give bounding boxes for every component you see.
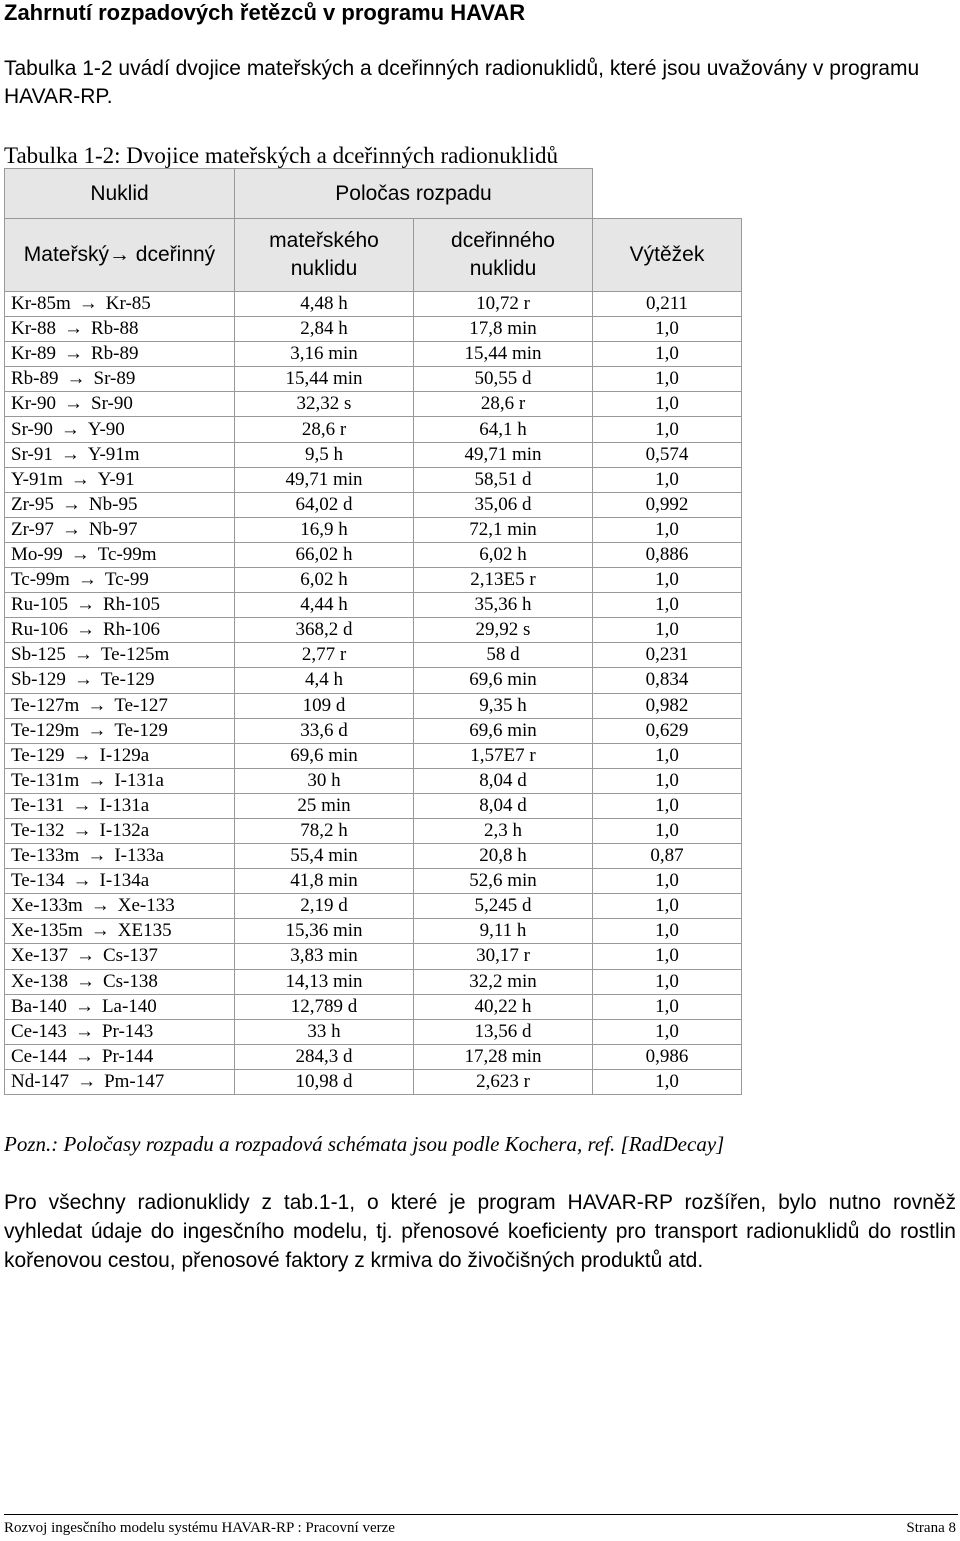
cell-yield: 1,0 xyxy=(593,618,742,643)
daughter-nuclide: Te-129 xyxy=(100,669,155,691)
cell-parent-half-life: 28,6 r xyxy=(235,417,414,442)
decay-arrow-icon: → xyxy=(60,443,80,465)
decay-arrow-icon: → xyxy=(87,719,107,741)
cell-nuclide-pair xyxy=(5,517,235,542)
cell-nuclide-pair xyxy=(5,342,235,367)
cell-yield: 0,992 xyxy=(593,492,742,517)
daughter-nuclide: I-134a xyxy=(99,870,150,892)
cell-nuclide-pair xyxy=(5,292,235,317)
cell-yield: 1,0 xyxy=(593,467,742,492)
daughter-nuclide: Cs-137 xyxy=(102,945,158,967)
parent-nuclide: Kr-88 xyxy=(11,318,56,340)
footer-rule xyxy=(4,1514,958,1515)
cell-yield: 1,0 xyxy=(593,944,742,969)
daughter-nuclide: Te-129 xyxy=(114,719,168,741)
cell-yield: 1,0 xyxy=(593,367,742,392)
daughter-nuclide: I-131a xyxy=(99,794,150,816)
cell-parent-half-life: 33,6 d xyxy=(235,718,414,743)
header-vytezek: Výtěžek xyxy=(593,219,742,292)
decay-arrow-icon: → xyxy=(72,794,92,816)
table-row xyxy=(5,417,742,442)
daughter-nuclide: Xe-133 xyxy=(117,895,175,917)
footer-page-number: Strana 8 xyxy=(906,1520,956,1536)
parent-nuclide: Xe-137 xyxy=(11,945,68,967)
daughter-nuclide: Sr-89 xyxy=(93,368,136,390)
cell-yield: 1,0 xyxy=(593,593,742,618)
cell-daughter-half-life: 17,28 min xyxy=(414,1044,593,1069)
daughter-nuclide: Tc-99 xyxy=(104,569,149,591)
cell-nuclide-pair xyxy=(5,618,235,643)
cell-yield: 0,886 xyxy=(593,542,742,567)
decay-arrow-icon: → xyxy=(76,594,95,616)
parent-nuclide: Ba-140 xyxy=(11,995,67,1017)
parent-nuclide: Sb-125 xyxy=(11,644,66,666)
cell-nuclide-pair xyxy=(5,542,235,567)
table-row xyxy=(5,793,742,818)
header-dcerinneho: dceřinného nuklidu xyxy=(414,219,593,292)
table-row xyxy=(5,818,742,843)
table-row xyxy=(5,1069,742,1094)
parent-nuclide: Kr-90 xyxy=(11,393,56,415)
cell-nuclide-pair xyxy=(5,768,235,793)
parent-nuclide: Te-131 xyxy=(11,794,65,816)
cell-daughter-half-life: 49,71 min xyxy=(414,442,593,467)
decay-arrow-icon: → xyxy=(77,569,97,591)
daughter-nuclide: Te-125m xyxy=(100,644,170,666)
cell-daughter-half-life: 5,245 d xyxy=(414,894,593,919)
cell-parent-half-life: 64,02 d xyxy=(235,492,414,517)
cell-nuclide-pair xyxy=(5,593,235,618)
cell-daughter-half-life: 69,6 min xyxy=(414,718,593,743)
decay-arrow-icon: → xyxy=(73,644,93,666)
cell-yield: 1,0 xyxy=(593,1019,742,1044)
table-row xyxy=(5,693,742,718)
decay-arrow-icon: → xyxy=(70,468,90,490)
parent-nuclide: Zr-97 xyxy=(11,518,54,540)
daughter-nuclide: Sr-90 xyxy=(91,393,133,415)
parent-nuclide: Xe-138 xyxy=(11,970,68,992)
header-polocas: Poločas rozpadu xyxy=(235,169,593,219)
cell-parent-half-life: 14,13 min xyxy=(235,969,414,994)
decay-arrow-icon: → xyxy=(74,995,94,1017)
cell-daughter-half-life: 64,1 h xyxy=(414,417,593,442)
table-row xyxy=(5,517,742,542)
table-row xyxy=(5,844,742,869)
cell-parent-half-life: 49,71 min xyxy=(235,467,414,492)
decay-arrow-icon: → xyxy=(72,870,92,892)
decay-arrow-icon: → xyxy=(61,493,81,515)
cell-nuclide-pair xyxy=(5,467,235,492)
cell-yield: 1,0 xyxy=(593,793,742,818)
cell-parent-half-life: 16,9 h xyxy=(235,517,414,542)
daughter-nuclide: Nb-97 xyxy=(88,518,138,540)
daughter-nuclide: Y-91 xyxy=(97,468,135,490)
cell-parent-half-life: 2,84 h xyxy=(235,317,414,342)
daughter-nuclide: Y-91m xyxy=(87,443,140,465)
cell-daughter-half-life: 8,04 d xyxy=(414,793,593,818)
decay-arrow-icon: → xyxy=(64,393,83,415)
cell-daughter-half-life: 6,02 h xyxy=(414,542,593,567)
daughter-nuclide: Rb-88 xyxy=(91,318,139,340)
cell-parent-half-life: 3,83 min xyxy=(235,944,414,969)
cell-parent-half-life: 41,8 min xyxy=(235,869,414,894)
decay-arrow-icon: → xyxy=(61,518,81,540)
decay-arrow-icon: → xyxy=(77,1070,97,1092)
cell-yield: 1,0 xyxy=(593,919,742,944)
decay-arrow-icon: → xyxy=(73,669,93,691)
daughter-nuclide: Tc-99m xyxy=(97,543,157,565)
cell-parent-half-life: 12,789 d xyxy=(235,994,414,1019)
cell-parent-half-life: 6,02 h xyxy=(235,568,414,593)
table-row xyxy=(5,442,742,467)
cell-daughter-half-life: 69,6 min xyxy=(414,668,593,693)
cell-parent-half-life: 66,02 h xyxy=(235,542,414,567)
decay-arrow-icon: → xyxy=(72,820,92,842)
cell-yield: 0,211 xyxy=(593,292,742,317)
decay-pairs-table xyxy=(4,168,742,1095)
cell-parent-half-life: 25 min xyxy=(235,793,414,818)
cell-yield: 1,0 xyxy=(593,392,742,417)
parent-nuclide: Kr-85m xyxy=(11,293,71,315)
table-row xyxy=(5,317,742,342)
cell-daughter-half-life: 40,22 h xyxy=(414,994,593,1019)
daughter-nuclide: I-132a xyxy=(99,820,150,842)
parent-nuclide: Ru-105 xyxy=(11,594,68,616)
cell-yield: 1,0 xyxy=(593,994,742,1019)
cell-nuclide-pair xyxy=(5,693,235,718)
table-row xyxy=(5,718,742,743)
body-paragraph: Pro všechny radionuklidy z tab.1-1, o které je program HAVAR-RP rozšířen, bylo nutno rovněž vyhledat údaje do ingesčního modelu, tj. přenosové koeficienty pro transport radionuklidů do rostlin kořenovou cestou, přenosové faktory z krmiva do živočišných produktů atd. xyxy=(4,1191,956,1272)
cell-daughter-half-life: 28,6 r xyxy=(414,392,593,417)
decay-arrow-icon: → xyxy=(60,418,80,440)
cell-yield: 1,0 xyxy=(593,743,742,768)
decay-arrow-icon: → xyxy=(87,694,107,716)
cell-yield: 0,834 xyxy=(593,668,742,693)
table-row xyxy=(5,994,742,1019)
decay-arrow-icon: → xyxy=(87,769,107,791)
parent-nuclide: Te-131m xyxy=(11,769,80,791)
cell-nuclide-pair xyxy=(5,919,235,944)
cell-nuclide-pair xyxy=(5,643,235,668)
cell-parent-half-life: 15,36 min xyxy=(235,919,414,944)
cell-yield: 1,0 xyxy=(593,969,742,994)
header-matersky-dcerinny: Mateřský→ dceřinný xyxy=(5,219,235,292)
parent-nuclide: Xe-133m xyxy=(11,895,83,917)
cell-parent-half-life: 4,48 h xyxy=(235,292,414,317)
cell-daughter-half-life: 30,17 r xyxy=(414,944,593,969)
daughter-nuclide: Rh-105 xyxy=(103,594,160,616)
cell-parent-half-life: 4,44 h xyxy=(235,593,414,618)
cell-daughter-half-life: 35,36 h xyxy=(414,593,593,618)
cell-nuclide-pair xyxy=(5,568,235,593)
cell-nuclide-pair xyxy=(5,994,235,1019)
daughter-nuclide: La-140 xyxy=(101,995,157,1017)
parent-nuclide: Sr-91 xyxy=(11,443,53,465)
daughter-nuclide: I-133a xyxy=(114,845,164,867)
cell-yield: 1,0 xyxy=(593,1069,742,1094)
cell-parent-half-life: 3,16 min xyxy=(235,342,414,367)
parent-nuclide: Te-127m xyxy=(11,694,80,716)
cell-nuclide-pair xyxy=(5,743,235,768)
table-row xyxy=(5,668,742,693)
table-row xyxy=(5,292,742,317)
cell-daughter-half-life: 50,55 d xyxy=(414,367,593,392)
cell-nuclide-pair xyxy=(5,1044,235,1069)
cell-yield: 0,982 xyxy=(593,693,742,718)
table-row xyxy=(5,743,742,768)
parent-nuclide: Y-91m xyxy=(11,468,63,490)
cell-daughter-half-life: 58 d xyxy=(414,643,593,668)
cell-daughter-half-life: 35,06 d xyxy=(414,492,593,517)
cell-daughter-half-life: 32,2 min xyxy=(414,969,593,994)
cell-daughter-half-life: 58,51 d xyxy=(414,467,593,492)
cell-nuclide-pair xyxy=(5,894,235,919)
table-row xyxy=(5,367,742,392)
cell-nuclide-pair xyxy=(5,392,235,417)
daughter-nuclide: I-131a xyxy=(114,769,164,791)
header-nuklid: Nuklid xyxy=(5,169,235,219)
cell-parent-half-life: 109 d xyxy=(235,693,414,718)
table-row xyxy=(5,894,742,919)
table-row xyxy=(5,944,742,969)
cell-nuclide-pair xyxy=(5,944,235,969)
decay-arrow-icon: → xyxy=(64,318,83,340)
table-row xyxy=(5,768,742,793)
cell-daughter-half-life: 2,13E5 r xyxy=(414,568,593,593)
cell-yield: 0,87 xyxy=(593,844,742,869)
parent-nuclide: Ce-143 xyxy=(11,1020,67,1042)
cell-daughter-half-life: 15,44 min xyxy=(414,342,593,367)
decay-arrow-icon: → xyxy=(74,1045,94,1067)
daughter-nuclide: Pm-147 xyxy=(104,1070,165,1092)
cell-daughter-half-life: 8,04 d xyxy=(414,768,593,793)
decay-arrow-icon: → xyxy=(74,1020,94,1042)
cell-yield: 1,0 xyxy=(593,342,742,367)
daughter-nuclide: XE135 xyxy=(117,920,172,942)
cell-nuclide-pair xyxy=(5,818,235,843)
parent-nuclide: Te-129 xyxy=(11,744,65,766)
cell-parent-half-life: 32,32 s xyxy=(235,392,414,417)
intro-paragraph: Tabulka 1-2 uvádí dvojice mateřských a dceřinných radionuklidů, které jsou uvažovány v programu HAVAR-RP. xyxy=(4,57,920,108)
parent-nuclide: Ru-106 xyxy=(11,619,68,641)
decay-arrow-icon: → xyxy=(90,920,110,942)
cell-daughter-half-life: 10,72 r xyxy=(414,292,593,317)
cell-yield: 0,986 xyxy=(593,1044,742,1069)
decay-arrow-icon: → xyxy=(70,543,90,565)
daughter-nuclide: Cs-138 xyxy=(102,970,158,992)
daughter-nuclide: Y-90 xyxy=(87,418,125,440)
cell-nuclide-pair xyxy=(5,1019,235,1044)
note: Pozn.: Poločasy rozpadu a rozpadová schémata jsou podle Kochera, ref. [RadDecay] xyxy=(4,1132,725,1156)
header-blank xyxy=(593,169,742,219)
cell-yield: 1,0 xyxy=(593,517,742,542)
cell-daughter-half-life: 29,92 s xyxy=(414,618,593,643)
cell-nuclide-pair xyxy=(5,668,235,693)
cell-nuclide-pair xyxy=(5,793,235,818)
cell-parent-half-life: 15,44 min xyxy=(235,367,414,392)
cell-parent-half-life: 33 h xyxy=(235,1019,414,1044)
cell-nuclide-pair xyxy=(5,718,235,743)
cell-yield: 1,0 xyxy=(593,894,742,919)
decay-arrow-icon: → xyxy=(66,368,86,390)
cell-daughter-half-life: 9,35 h xyxy=(414,693,593,718)
cell-yield: 1,0 xyxy=(593,568,742,593)
cell-parent-half-life: 78,2 h xyxy=(235,818,414,843)
cell-yield: 0,231 xyxy=(593,643,742,668)
daughter-nuclide: Nb-95 xyxy=(88,493,138,515)
cell-yield: 1,0 xyxy=(593,768,742,793)
cell-nuclide-pair xyxy=(5,317,235,342)
cell-parent-half-life: 284,3 d xyxy=(235,1044,414,1069)
cell-daughter-half-life: 2,3 h xyxy=(414,818,593,843)
cell-daughter-half-life: 17,8 min xyxy=(414,317,593,342)
cell-daughter-half-life: 2,623 r xyxy=(414,1069,593,1094)
table-row xyxy=(5,1044,742,1069)
table-row xyxy=(5,392,742,417)
cell-daughter-half-life: 20,8 h xyxy=(414,844,593,869)
cell-nuclide-pair xyxy=(5,417,235,442)
table-row xyxy=(5,568,742,593)
parent-nuclide: Nd-147 xyxy=(11,1070,70,1092)
cell-nuclide-pair xyxy=(5,1069,235,1094)
table-row xyxy=(5,969,742,994)
cell-nuclide-pair xyxy=(5,367,235,392)
daughter-nuclide: I-129a xyxy=(99,744,150,766)
parent-nuclide: Sb-129 xyxy=(11,669,66,691)
cell-yield: 0,629 xyxy=(593,718,742,743)
table-row xyxy=(5,643,742,668)
parent-nuclide: Zr-95 xyxy=(11,493,54,515)
table-row xyxy=(5,618,742,643)
daughter-nuclide: Rh-106 xyxy=(103,619,160,641)
decay-arrow-icon: → xyxy=(90,895,110,917)
parent-nuclide: Rb-89 xyxy=(11,368,59,390)
daughter-nuclide: Kr-85 xyxy=(105,293,151,315)
cell-parent-half-life: 368,2 d xyxy=(235,618,414,643)
cell-parent-half-life: 2,77 r xyxy=(235,643,414,668)
decay-arrow-icon: → xyxy=(87,845,107,867)
cell-parent-half-life: 9,5 h xyxy=(235,442,414,467)
cell-nuclide-pair xyxy=(5,969,235,994)
footer-left: Rozvoj ingesčního modelu systému HAVAR-RP : Pracovní verze xyxy=(4,1520,395,1536)
cell-parent-half-life: 55,4 min xyxy=(235,844,414,869)
cell-parent-half-life: 30 h xyxy=(235,768,414,793)
parent-nuclide: Te-129m xyxy=(11,719,80,741)
cell-daughter-half-life: 9,11 h xyxy=(414,919,593,944)
cell-nuclide-pair xyxy=(5,442,235,467)
table-caption: Tabulka 1-2: Dvojice mateřských a dceřinných radionuklidů xyxy=(4,143,559,168)
cell-yield: 1,0 xyxy=(593,417,742,442)
cell-parent-half-life: 69,6 min xyxy=(235,743,414,768)
parent-nuclide: Te-134 xyxy=(11,870,65,892)
cell-daughter-half-life: 13,56 d xyxy=(414,1019,593,1044)
decay-arrow-icon: → xyxy=(64,343,83,365)
cell-nuclide-pair xyxy=(5,844,235,869)
cell-daughter-half-life: 1,57E7 r xyxy=(414,743,593,768)
parent-nuclide: Sr-90 xyxy=(11,418,53,440)
cell-yield: 1,0 xyxy=(593,317,742,342)
decay-arrow-icon: → xyxy=(76,619,95,641)
parent-nuclide: Xe-135m xyxy=(11,920,83,942)
decay-arrow-icon: → xyxy=(72,744,92,766)
table-row xyxy=(5,1019,742,1044)
daughter-nuclide: Pr-144 xyxy=(101,1045,154,1067)
decay-arrow-icon: → xyxy=(75,970,95,992)
header-materskeho: mateřského nuklidu xyxy=(235,219,414,292)
cell-yield: 0,574 xyxy=(593,442,742,467)
table-row xyxy=(5,492,742,517)
decay-arrow-icon: → xyxy=(78,293,98,315)
cell-parent-half-life: 2,19 d xyxy=(235,894,414,919)
decay-arrow-icon: → xyxy=(75,945,95,967)
parent-nuclide: Mo-99 xyxy=(11,543,63,565)
cell-nuclide-pair xyxy=(5,492,235,517)
daughter-nuclide: Te-127 xyxy=(114,694,168,716)
cell-yield: 1,0 xyxy=(593,818,742,843)
cell-yield: 1,0 xyxy=(593,869,742,894)
cell-parent-half-life: 4,4 h xyxy=(235,668,414,693)
parent-nuclide: Ce-144 xyxy=(11,1045,67,1067)
table-row xyxy=(5,342,742,367)
cell-daughter-half-life: 72,1 min xyxy=(414,517,593,542)
parent-nuclide: Tc-99m xyxy=(11,569,70,591)
parent-nuclide: Te-133m xyxy=(11,845,80,867)
page-heading: Zahrnutí rozpadových řetězců v programu HAVAR xyxy=(4,0,526,25)
parent-nuclide: Te-132 xyxy=(11,820,65,842)
table-body xyxy=(5,292,742,1095)
cell-parent-half-life: 10,98 d xyxy=(235,1069,414,1094)
parent-nuclide: Kr-89 xyxy=(11,343,56,365)
table-row xyxy=(5,467,742,492)
daughter-nuclide: Pr-143 xyxy=(101,1020,154,1042)
cell-daughter-half-life: 52,6 min xyxy=(414,869,593,894)
table-row xyxy=(5,869,742,894)
daughter-nuclide: Rb-89 xyxy=(91,343,139,365)
table-row xyxy=(5,919,742,944)
cell-nuclide-pair xyxy=(5,869,235,894)
table-row xyxy=(5,593,742,618)
table-row xyxy=(5,542,742,567)
